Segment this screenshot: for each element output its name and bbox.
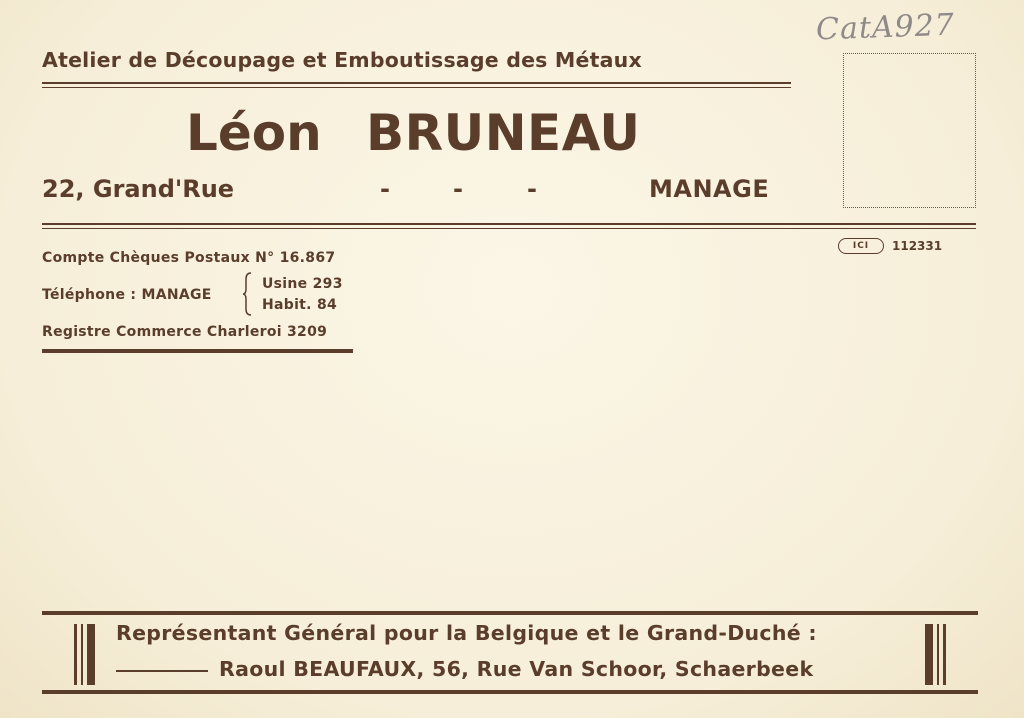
stamp-box [843,53,976,208]
business-name-first: Léon [186,104,322,162]
town-name: MANAGE [649,175,770,203]
telephone-label: Téléphone : MANAGE [42,287,212,303]
header-rule-top-thin [42,87,791,88]
phone-usine: Usine 293 [262,276,343,292]
handwritten-catalog-number: CatA927 [815,7,956,48]
commerce-register: Registre Commerce Charleroi 3209 [42,324,328,340]
phone-habit: Habit. 84 [262,297,338,313]
footer-bar-left [81,624,83,685]
street-address: 22, Grand'Rue [42,175,235,203]
printer-number: 112331 [892,239,943,253]
footer-bar-left [87,624,95,685]
footer-bar-right [925,624,933,685]
representative-address: Raoul BEAUFAUX, 56, Rue Van Schoor, Schaerbeek [219,657,814,681]
footer-rule-top [42,611,978,615]
ici-printer-logo: ICI [838,238,884,254]
details-rule [42,349,353,353]
separator-dash: - [527,175,537,203]
separator-dash: - [453,175,463,203]
header-rule-top [42,82,791,84]
separator-dash: - [380,175,390,203]
footer-bar-right [937,624,939,685]
brace-icon [243,272,253,316]
footer-bar-left [74,624,77,685]
postal-cheque-account: Compte Chèques Postaux N° 16.867 [42,250,336,266]
representative-leader-line [116,670,208,672]
atelier-heading: Atelier de Découpage et Emboutissage des Métaux [42,48,642,72]
business-name-last: BRUNEAU [366,104,641,162]
header-rule-bottom-thin [42,228,976,229]
footer-bar-right [943,624,946,685]
footer-rule-bottom [42,690,978,694]
header-rule-bottom [42,223,976,225]
representative-heading: Représentant Général pour la Belgique et le Grand-Duché : [116,621,817,645]
